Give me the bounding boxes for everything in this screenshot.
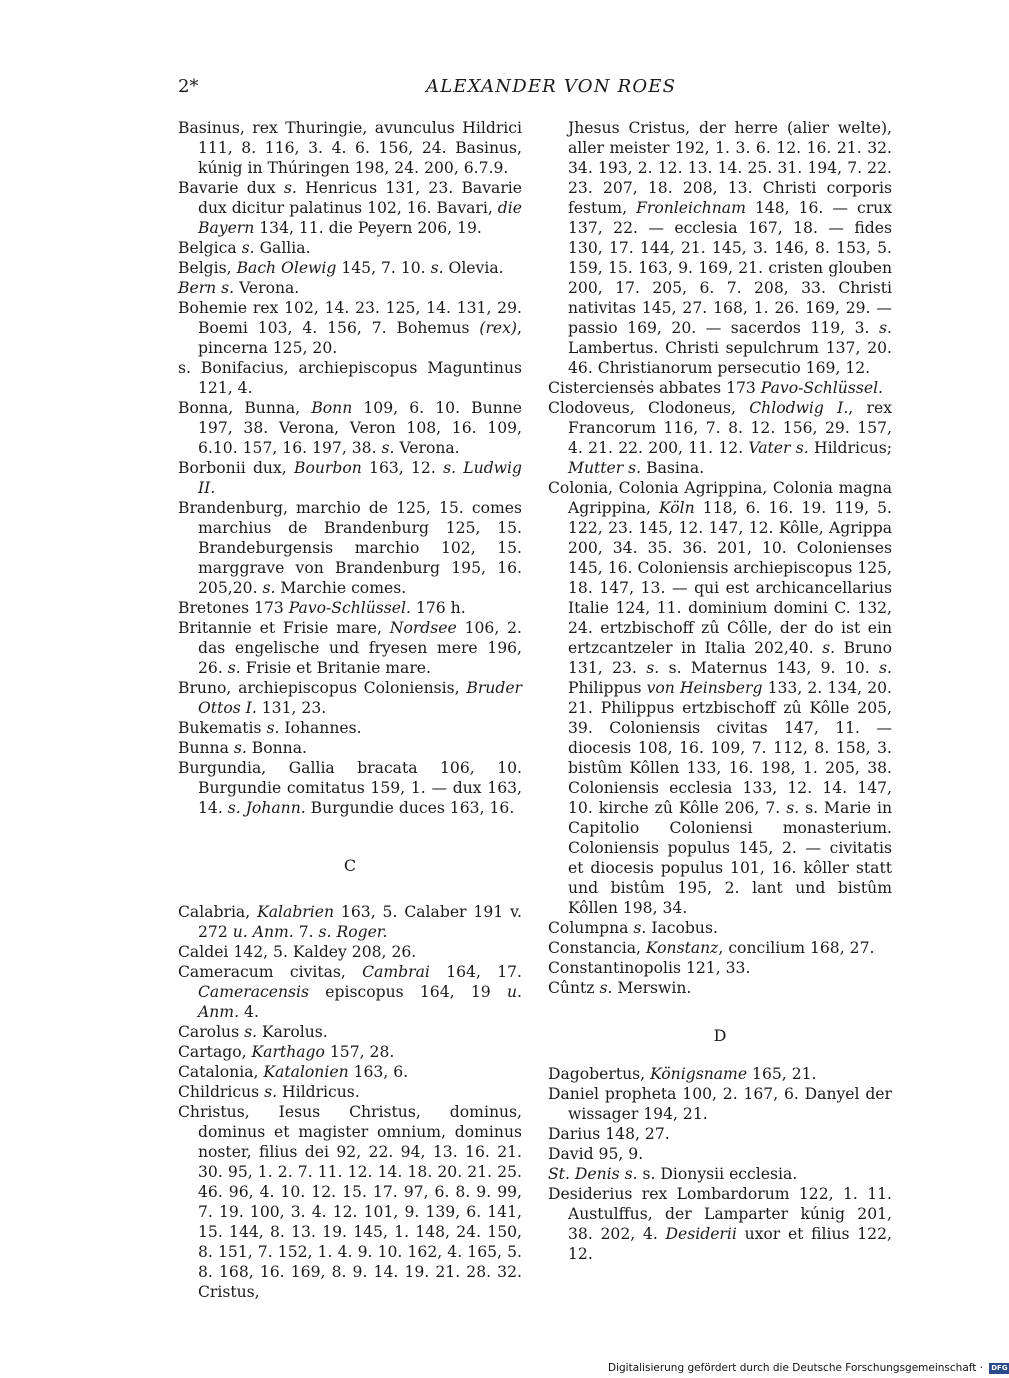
index-entry: Clodoveus, Clodoneus, Chlodwig I., rex Francorum 116, 7. 8. 12. 156, 29. 157, 4. 21. 22. 200, 11. 12. Vater s. Hildricus; Mutter s. Basina.: [548, 399, 892, 477]
index-entry: St. Denis s. s. Dionysii ecclesia.: [548, 1165, 798, 1183]
index-entry: Constantinopolis 121, 33.: [548, 959, 751, 977]
index-entry: Belgis, Bach Olewig 145, 7. 10. s. Olevia.: [178, 259, 504, 277]
index-entry: Daniel propheta 100, 2. 167, 6. Danyel der wissager 194, 21.: [548, 1085, 892, 1123]
index-entry: Bonna, Bunna, Bonn 109, 6. 10. Bunne 197, 38. Verona, Veron 108, 16. 109, 6.10. 157, 16. 197, 38. s. Verona.: [178, 399, 523, 457]
index-entry: Bohemie rex 102, 14. 23. 125, 14. 131, 29. Boemi 103, 4. 156, 7. Bohemus (rex), pincerna 125, 20.: [178, 299, 522, 357]
entries-d: [548, 1064, 892, 1264]
right-column: [548, 118, 892, 1264]
index-entry: Bukematis s. Iohannes.: [178, 719, 362, 737]
index-entry: Dagobertus, Königsname 165, 21.: [548, 1065, 817, 1083]
index-entry: Bern s. Verona.: [178, 279, 300, 297]
entries-c-left: [178, 902, 522, 1302]
section-letter-d: D: [713, 1026, 727, 1045]
left-column: [178, 118, 522, 1302]
index-entry: Constancia, Konstanz, concilium 168, 27.: [548, 939, 875, 957]
christus-continuation: Jhesus Cristus, der herre (alier welte), aller meister 192, 1. 3. 6. 12. 16. 21. 32. 34. 193, 2. 12. 13. 14. 25. 31. 194, 7. 22. 23. 207, 18. 208, 13. Christi corporis festum, Fronleichnam 148, 16. — crux 137, 22. — ecclesia 167, 18. — fides 130, 17. 144, 21. 145, 3. 146, 8. 153, 5. 159, 15. 163, 9. 169, 21. cristen glouben 200, 17. 205, 6. 7. 208, 33. Christi nativitas 145, 27. 168, 1. 26. 169, 29. — passio 169, 20. — sacerdos 119, 3. s. Lambertus. Christi sepulchrum 137, 20. 46. Christianorum persecutio 169, 12.: [568, 119, 893, 377]
running-title: ALEXANDER VON ROES: [426, 76, 677, 97]
index-entry: Basinus, rex Thuringie, avunculus Hildrici 111, 8. 116, 3. 4. 6. 156, 24. Basinus, kúnig in Thúringen 198, 24. 200, 6.7.9.: [178, 119, 522, 177]
index-entry: Christus, Iesus Christus, dominus, dominus et magister omnium, dominus noster, filius dei 92, 22. 94, 13. 16. 21. 30. 95, 1. 2. 7. 11. 12. 14. 18. 20. 21. 25. 46. 96, 4. 10. 12. 15. 17. 97, 6. 8. 9. 99, 7. 19. 100, 3. 4. 12. 101, 9. 139, 6. 141, 15. 144, 8. 13. 19. 145, 1. 148, 24. 150, 8. 151, 7. 152, 1. 4. 9. 10. 162, 4. 165, 5. 8. 168, 16. 169, 8. 9. 14. 19. 21. 28. 32. Cristus,: [178, 1103, 522, 1301]
index-entry: Calabria, Kalabrien 163, 5. Calaber 191 v. 272 u. Anm. 7. s. Roger.: [178, 903, 522, 941]
index-entry: Cartago, Karthago 157, 28.: [178, 1043, 395, 1061]
digitization-credit: [608, 1362, 1009, 1374]
dfg-logo: DFG: [991, 1363, 1008, 1372]
page-number: 2*: [178, 76, 199, 97]
section-letter-c: C: [343, 856, 357, 875]
index-entry: Britannie et Frisie mare, Nordsee 106, 2. das engelische und fryesen mere 196, 26. s. Frisie et Britanie mare.: [178, 619, 522, 677]
index-entry: Belgica s. Gallia.: [178, 239, 311, 257]
index-entry: Desiderius rex Lombardorum 122, 1. 11. Austulffus, der Lamparter kúnig 201, 38. 202, 4. Desiderii uxor et filius 122, 12.: [548, 1185, 892, 1263]
index-entry: Bunna s. Bonna.: [178, 739, 307, 757]
index-entry: Cûntz s. Merswin.: [548, 979, 692, 997]
index-entry: Bretones 173 Pavo-Schlüssel. 176 h.: [178, 599, 466, 617]
index-entry: Cameracum civitas, Cambrai 164, 17. Cameracensis episcopus 164, 19 u. Anm. 4.: [178, 963, 523, 1021]
entries-c-right: [548, 378, 892, 998]
index-entry: Bavarie dux s. Henricus 131, 23. Bavarie dux dicitur palatinus 102, 16. Bavari, die Bayern 134, 11. die Peyern 206, 19.: [178, 179, 522, 237]
index-entry: Borbonii dux, Bourbon 163, 12. s. Ludwig II.: [178, 459, 522, 497]
index-entry: Darius 148, 27.: [548, 1125, 670, 1143]
index-entry: Bruno, archiepiscopus Coloniensis, Bruder Ottos I. 131, 23.: [178, 679, 522, 717]
index-entry: Carolus s. Karolus.: [178, 1023, 328, 1041]
index-entry: Burgundia, Gallia bracata 106, 10. Burgundie comitatus 159, 1. — dux 163, 14. s. Johann. Burgundie duces 163, 16.: [178, 759, 522, 817]
index-entry: Childricus s. Hildricus.: [178, 1083, 360, 1101]
credit-text: Digitalisierung gefördert durch die Deutsche Forschungsgemeinschaft ·: [608, 1362, 984, 1374]
index-entry: David 95, 9.: [548, 1145, 644, 1163]
index-entry: s. Bonifacius, archiepiscopus Maguntinus 121, 4.: [178, 359, 522, 397]
index-entry: Columpna s. Iacobus.: [548, 919, 718, 937]
index-entry: Colonia, Colonia Agrippina, Colonia magna Agrippina, Köln 118, 6. 16. 19. 119, 5. 122, 23. 145, 12. 147, 12. Kôlle, Agrippa 200, 34. 35. 36. 201, 10. Colonienses 145, 16. Coloniensis archiepiscopus 125, 18. 147, 13. — qui est archicancellarius Italie 124, 11. dominium domini C. 132, 24. ertzbischoff zû Côlle, der do ist ein ertzcantzeler in Italia 202,40. s. Bruno 131, 23. s. s. Maternus 143, 9. 10. s. Philippus von Heinsberg 133, 2. 134, 20. 21. Philippus ertzbischoff zû Kôlle 205, 39. Coloniensis civitas 147, 11. — diocesis 108, 16. 109, 7. 112, 8. 158, 3. bistûm Kôllen 133, 16. 198, 1. 205, 38. Coloniensis ecclesia 133, 12. 14. 147, 10. kirche zû Kôlle 206, 7. s. s. Marie in Capitolio Coloniensi monasterium. Coloniensis populus 145, 2. — civitatis et diocesis populus 101, 16. kôller statt und bistûm 195, 2. lant und bistûm Kôllen 198, 34.: [548, 479, 893, 917]
index-entry: Catalonia, Katalonien 163, 6.: [178, 1063, 409, 1081]
index-entry: Cisterciensės abbates 173 Pavo-Schlüssel.: [548, 379, 884, 397]
entries-b: [178, 118, 522, 818]
index-entry: Brandenburg, marchio de 125, 15. comes marchius de Brandenburg 125, 15. Brandeburgensis marchio 102, 15. marggrave von Brandenburg 195, 16. 205,20. s. Marchie comes.: [178, 499, 522, 597]
index-entry: Caldei 142, 5. Kaldey 208, 26.: [178, 943, 417, 961]
